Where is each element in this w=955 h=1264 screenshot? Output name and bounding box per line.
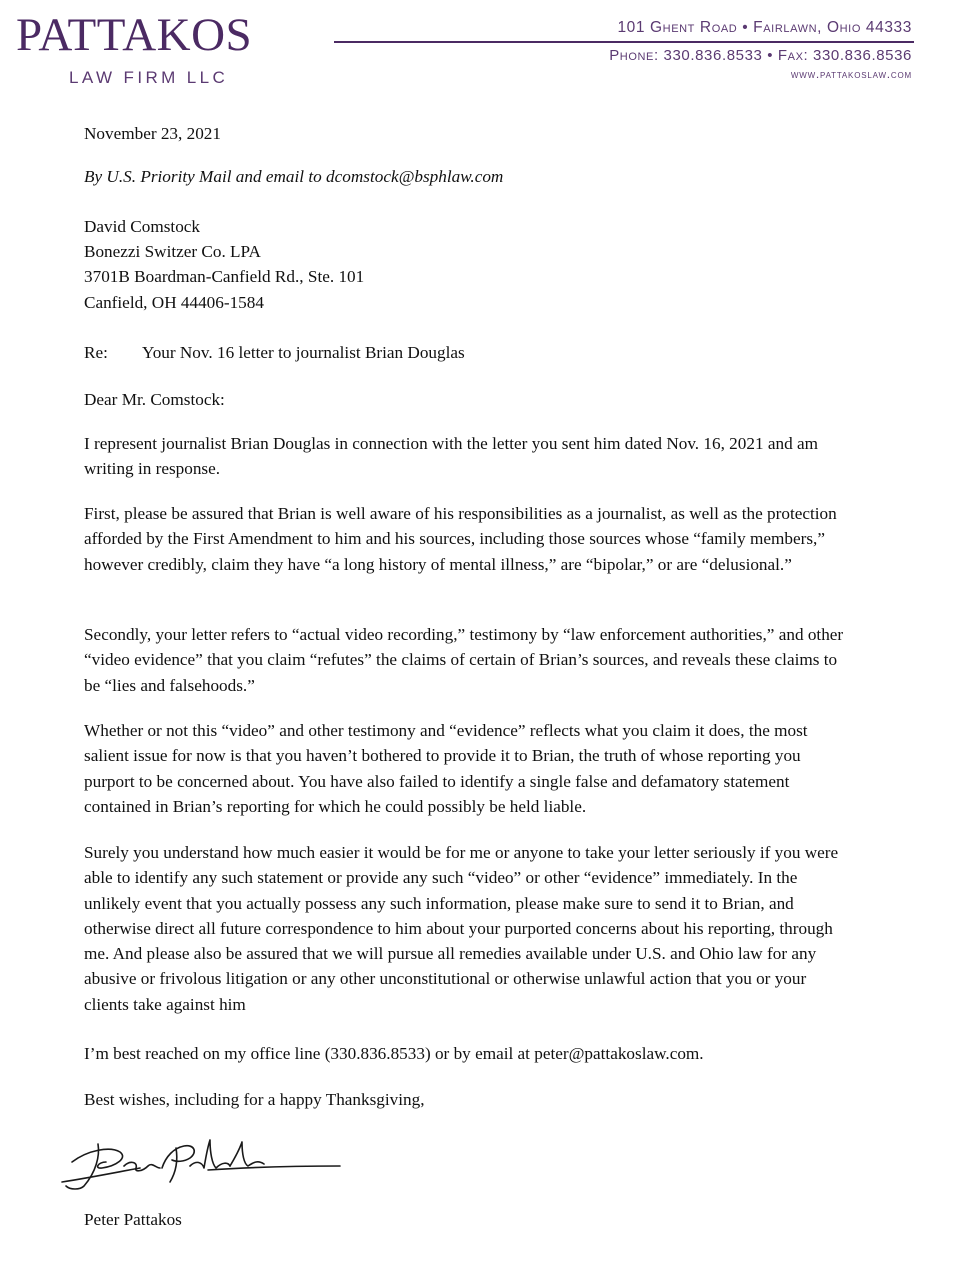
letterhead bbox=[0, 0, 955, 100]
paragraph-6: I’m best reached on my office line (330.836.8533) or by email at peter@pattakoslaw.com. bbox=[84, 1044, 704, 1063]
paragraph-4: Whether or not this “video” and other testimony and “evidence” reflects what you claim it does, the most salient issue for now is that you haven’t bothered to provide it to Brian, the truth of whose reporting you purport to be concerned about. You have also failed to identify a single false and defamatory statement contained in Brian’s reporting for which he could possibly be held liable. bbox=[84, 721, 808, 816]
recipient-name: David Comstock bbox=[84, 217, 201, 236]
closing: Best wishes, including for a happy Thanksgiving, bbox=[84, 1090, 425, 1109]
recipient-firm: Bonezzi Switzer Co. LPA bbox=[84, 242, 261, 261]
firm-website: www.pattakoslaw.com bbox=[790, 67, 912, 81]
firm-phone-fax: Phone: 330.836.8533 • Fax: 330.836.8536 bbox=[609, 47, 912, 64]
recipient-street: 3701B Boardman-Canfield Rd., Ste. 101 bbox=[84, 267, 365, 286]
subject-text: Your Nov. 16 letter to journalist Brian Douglas bbox=[142, 343, 465, 362]
subject-label: Re: bbox=[84, 343, 108, 362]
subject-line bbox=[84, 340, 854, 365]
salutation: Dear Mr. Comstock: bbox=[84, 390, 225, 409]
paragraph-1: I represent journalist Brian Douglas in connection with the letter you sent him dated Nov. 16, 2021 and am writing in response. bbox=[84, 434, 818, 479]
delivery-method: By U.S. Priority Mail and email to dcomstock@bsphlaw.com bbox=[84, 167, 504, 186]
letterhead-rule bbox=[334, 41, 914, 43]
paragraph-5: Surely you understand how much easier it would be for me or anyone to take your letter seriously if you were able to identify any such statement or provide any such “video” or other “evidence” immediately. In the unlikely event that you actually possess any such information, please make sure to send it to Brian, and otherwise direct all future correspondence to him about your purported concerns about his reporting, through me. And please also be assured that we will pursue all remedies available under U.S. and Ohio law for any abusive or frivolous litigation or any other unconstitutional or otherwise unlawful action that you or your clients take against him bbox=[84, 843, 839, 1014]
paragraph-2: First, please be assured that Brian is well aware of his responsibilities as a journalist, as well as the protection afforded by the First Amendment to him and his sources, including those sources whose “family members,” however credibly, claim they have “a long history of mental illness,” are “bipolar,” or are “delusional.” bbox=[84, 504, 837, 574]
firm-address: 101 Ghent Road • Fairlawn, Ohio 44333 bbox=[617, 19, 912, 36]
signer-name: Peter Pattakos bbox=[84, 1210, 182, 1229]
firm-subtitle: LAW FIRM LLC bbox=[69, 68, 229, 87]
recipient-city: Canfield, OH 44406-1584 bbox=[84, 293, 264, 312]
firm-name: PATTAKOS bbox=[16, 9, 253, 61]
signature-icon bbox=[58, 1132, 348, 1194]
firm-logo bbox=[16, 9, 316, 87]
paragraph-3: Secondly, your letter refers to “actual video recording,” testimony by “law enforcement authorities,” and other “video evidence” that you claim “refutes” the claims of certain of Brian’s sources, and reveals these claims to be “lies and falsehoods.” bbox=[84, 625, 844, 695]
letter-date: November 23, 2021 bbox=[84, 124, 221, 143]
